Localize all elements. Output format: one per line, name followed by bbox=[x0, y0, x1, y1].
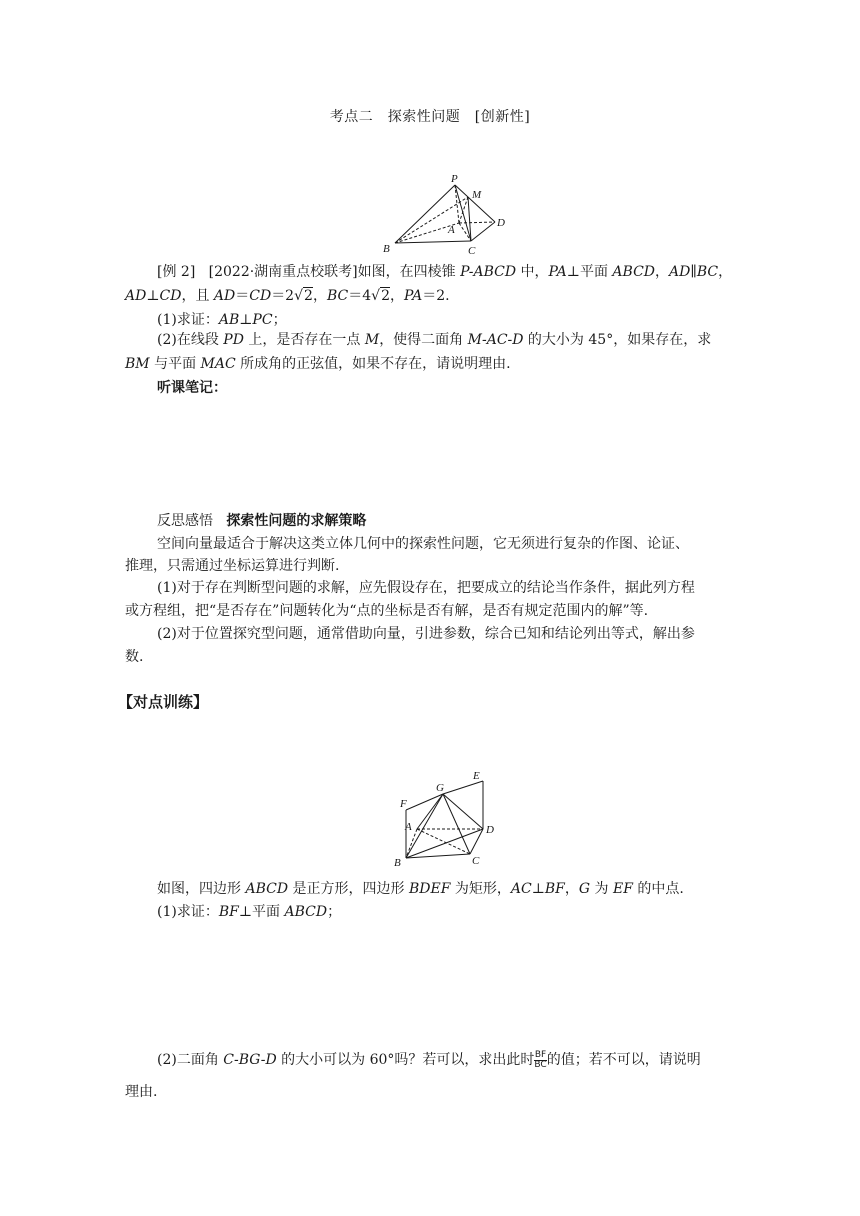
label-P: P bbox=[451, 173, 458, 185]
edge-GC bbox=[443, 794, 470, 854]
sqrt-symbol: √ bbox=[294, 288, 304, 304]
edge-AB bbox=[406, 829, 417, 858]
fraction-bf-bc: $\frac{BF}{BC}$ bbox=[534, 1049, 547, 1070]
label-G: G bbox=[436, 782, 444, 794]
label-E: E bbox=[473, 770, 480, 782]
sqrt-symbol: √ bbox=[371, 288, 381, 304]
edge-AC bbox=[417, 829, 470, 854]
label-A: A bbox=[448, 224, 455, 236]
edge-CD bbox=[471, 222, 495, 241]
edge-GD bbox=[443, 794, 483, 829]
edge-PB bbox=[395, 185, 455, 243]
label-C: C bbox=[472, 855, 480, 867]
label-B: B bbox=[383, 243, 390, 255]
label-A: A bbox=[405, 821, 412, 833]
label-D: D bbox=[486, 824, 494, 836]
reflection-p3b: 数. bbox=[125, 649, 144, 665]
training-statement: 如图，四边形 ABCD 是正方形，四边形 BDEF 为矩形，AC⊥BF，G 为 EF 的中点. bbox=[157, 881, 684, 897]
training-question-2b: 理由. bbox=[125, 1084, 158, 1100]
reflection-p3a: (2)对于位置探究型问题，通常借助向量，引进参数，综合已知和结论列出等式，解出参 bbox=[157, 626, 695, 642]
example-question-1: (1)求证：AB⊥PC； bbox=[157, 312, 287, 328]
edge-BC bbox=[395, 241, 471, 243]
example-question-2a: (2)在线段 PD 上，是否存在一点 M，使得二面角 M-AC-D 的大小为 45°，如果存在，求 bbox=[157, 332, 712, 348]
reflection-heading: 反思感悟 探索性问题的求解策略 bbox=[157, 513, 367, 529]
example-question-2b: BM 与平面 MAC 所成角的正弦值，如果不存在，请说明理由. bbox=[125, 356, 511, 372]
example-line-2: AD⊥CD，且 AD＝CD＝2√2，BC＝4√2，PA＝2. bbox=[125, 288, 450, 304]
section-heading: 考点二 探索性问题 [创新性] bbox=[329, 109, 531, 125]
notes-label: 听课笔记： bbox=[157, 380, 227, 396]
edge-AC bbox=[459, 223, 471, 241]
edge-GE bbox=[443, 781, 483, 794]
edge-AD bbox=[459, 222, 495, 223]
label-B: B bbox=[394, 857, 401, 869]
reflection-p1b: 推理，只需通过坐标运算进行判断. bbox=[125, 558, 340, 574]
edge-BM bbox=[395, 197, 468, 243]
pyramid-figure bbox=[375, 172, 515, 256]
reflection-p2b: 或方程组，把“是否存在”问题转化为“点的坐标是否有解，是否有规定范围内的解”等. bbox=[125, 603, 649, 619]
training-question-1: (1)求证：BF⊥平面 ABCD； bbox=[157, 904, 342, 920]
edge-MA bbox=[459, 197, 468, 223]
square-rectangle-figure bbox=[388, 766, 508, 870]
example-line-1: [例 2] [2022·湖南重点校联考]如图，在四棱锥 P-ABCD 中，PA⊥平面 ABCD，AD∥BC， bbox=[157, 264, 733, 280]
label-M: M bbox=[472, 189, 482, 201]
label-D: D bbox=[497, 217, 505, 229]
training-question-2a: (2)二面角 C-BG-D 的大小可以为 60°吗？若可以，求出此时 $\frac{BF}{BC}$ 的值；若不可以，请说明 bbox=[157, 1049, 701, 1070]
label-F: F bbox=[400, 798, 407, 810]
training-heading: 【对点训练】 bbox=[118, 693, 209, 711]
reflection-p2a: (1)对于存在判断型问题的求解，应先假设存在，把要成立的结论当作条件，据此列方程 bbox=[157, 580, 695, 596]
label-C: C bbox=[468, 245, 476, 256]
edge-BD bbox=[406, 829, 483, 858]
reflection-p1a: 空间向量最适合于解决这类立体几何中的探索性问题，它无须进行复杂的作图、论证、 bbox=[157, 536, 689, 552]
